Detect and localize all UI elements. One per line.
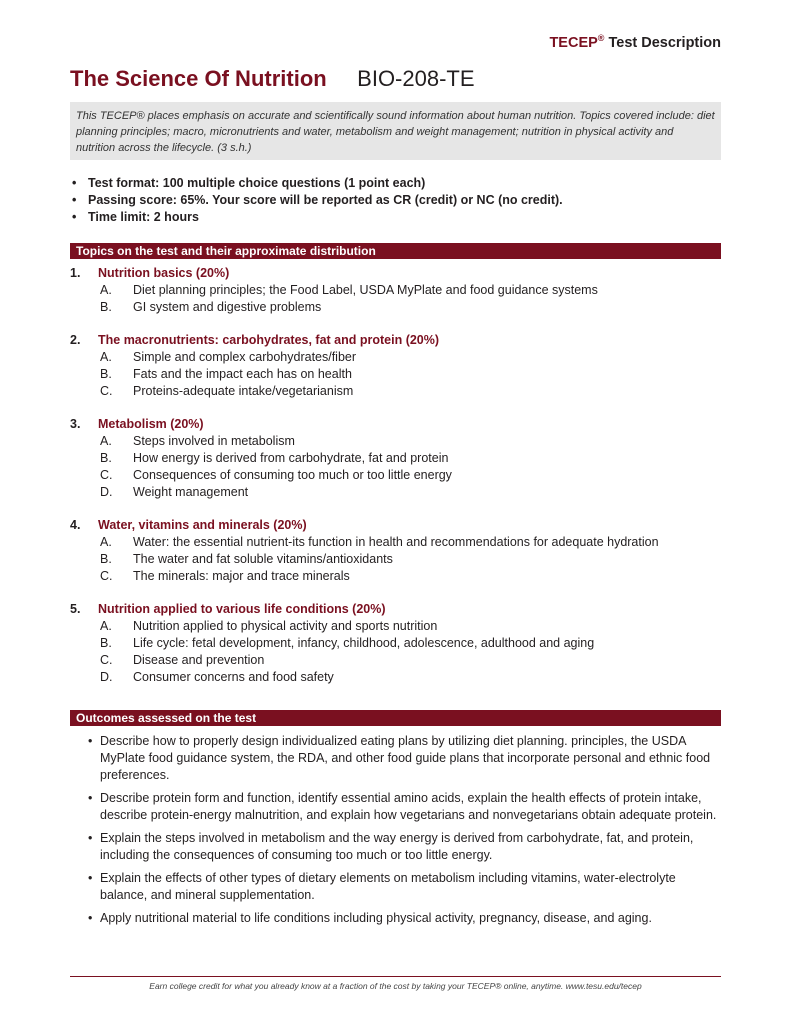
bullet-icon: • <box>72 193 77 207</box>
topic-subitem: B. The water and fat soluble vitamins/antioxidants <box>100 552 393 566</box>
topic-subitem: C. Consequences of consuming too much or too little energy <box>100 468 452 482</box>
topics-list <box>70 265 721 702</box>
outcome-item: • Explain the effects of other types of dietary elements on metabolism including vitamins, water-electrolyte balance, and mineral supplementation. <box>88 871 676 902</box>
topic-subitem: A. Diet planning principles; the Food Label, USDA MyPlate and food guidance systems <box>100 283 598 297</box>
topic-subitem: B. GI system and digestive problems <box>100 300 322 314</box>
bullet-icon: • <box>88 831 93 845</box>
outcomes-list <box>70 733 721 933</box>
page-title-row <box>70 66 475 92</box>
outcome-item: • Describe how to properly design individualized eating plans by utilizing diet planning. principles, the USDA MyPlate food guidance system, the RDA, and other food guide plans that incorporate personal and ethnic food preferences. <box>88 734 711 782</box>
topic-subitem: A. Simple and complex carbohydrates/fiber <box>100 350 357 364</box>
topic-subitem: C. Disease and prevention <box>100 653 265 667</box>
topics-section-header: Topics on the test and their approximate distribution <box>70 243 721 259</box>
topic-1: 1. Nutrition basics (20%) A. Diet planning principles; the Food Label, USDA MyPlate and food guidance systems B. GI system and digestive problems <box>70 265 721 316</box>
bullet-icon: • <box>72 210 77 224</box>
topic-subitem: C. Proteins-adequate intake/vegetarianism <box>100 384 354 398</box>
topic-2: 2. The macronutrients: carbohydrates, fat and protein (20%) A. Simple and complex carbohydrates/fiber B. Fats and the impact each has on health C. Proteins-adequate intake/vegetarianism <box>70 332 721 400</box>
test-info-item: • Test format: 100 multiple choice questions (1 point each) <box>72 176 426 190</box>
test-info-item: • Passing score: 65%. Your score will be reported as CR (credit) or NC (no credit). <box>72 193 563 207</box>
topic-title: Metabolism (20%) <box>98 417 204 431</box>
test-info-item: • Time limit: 2 hours <box>72 210 199 224</box>
topic-subitem: B. Life cycle: fetal development, infancy, childhood, adolescence, adulthood and aging <box>100 636 595 650</box>
course-description: This TECEP® places emphasis on accurate and scientifically sound information about human nutrition. Topics covered include: diet planning principles; macro, micronutrients and water, metabolism and weight management; nutrition in physical activity and nutrition across the lifecycle. (3 s.h.) <box>70 102 721 160</box>
topic-subitem: B. How energy is derived from carbohydrate, fat and protein <box>100 451 449 465</box>
topic-subitem: C. The minerals: major and trace minerals <box>100 569 350 583</box>
topic-5: 5. Nutrition applied to various life conditions (20%) A. Nutrition applied to physical activity and sports nutrition B. Life cycle: fetal development, infancy, childhood, adolescence, adulthood and aging C. Disease and prevention D. Consumer concerns and food safety <box>70 601 721 686</box>
page-title: The Science Of Nutrition <box>70 66 327 91</box>
topic-title: Nutrition applied to various life conditions (20%) <box>98 602 386 616</box>
bullet-icon: • <box>88 911 93 925</box>
registered-mark: ® <box>597 33 605 43</box>
document-type-label <box>549 33 721 51</box>
topic-title: Water, vitamins and minerals (20%) <box>98 518 307 532</box>
topic-subitem: D. Weight management <box>100 485 249 499</box>
footer-text: Earn college credit for what you already know at a fraction of the cost by taking your TECEP® online, anytime. www.tesu.edu/tecep <box>149 981 642 991</box>
topic-subitem: B. Fats and the impact each has on health <box>100 367 352 381</box>
outcome-item: • Apply nutritional material to life conditions including physical activity, pregnancy, disease, and aging. <box>88 911 652 925</box>
brand-name: TECEP <box>549 34 598 51</box>
topic-3: 3. Metabolism (20%) A. Steps involved in metabolism B. How energy is derived from carbohydrate, fat and protein C. Consequences of consuming too much or too little energy D. Weight management <box>70 416 721 501</box>
bullet-icon: • <box>88 871 93 885</box>
course-code: BIO-208-TE <box>357 66 475 91</box>
bullet-icon: • <box>72 176 77 190</box>
topic-title: Nutrition basics (20%) <box>98 266 230 280</box>
topic-subitem: D. Consumer concerns and food safety <box>100 670 334 684</box>
outcome-item: • Describe protein form and function, identify essential amino acids, explain the health effects of protein intake, describe protein-energy malnutrition, and explain how vegetarians and nonvegetarians obtain adequate protein. <box>88 791 717 822</box>
topic-subitem: A. Nutrition applied to physical activity and sports nutrition <box>100 619 438 633</box>
topic-subitem: A. Steps involved in metabolism <box>100 434 295 448</box>
outcomes-section-header: Outcomes assessed on the test <box>70 710 721 726</box>
bullet-icon: • <box>88 734 93 748</box>
document-type-text: Test Description <box>608 34 721 51</box>
topic-subitem: A. Water: the essential nutrient-its function in health and recommendations for adequate hydration <box>100 535 659 549</box>
test-info-list <box>70 175 721 226</box>
topic-4: 4. Water, vitamins and minerals (20%) A. Water: the essential nutrient-its function in health and recommendations for adequate hydration B. The water and fat soluble vitamins/antioxidants C. The minerals: major and trace minerals <box>70 517 721 585</box>
bullet-icon: • <box>88 791 93 805</box>
outcome-item: • Explain the steps involved in metabolism and the way energy is derived from carbohydrate, fat, and protein, including the consequences of consuming too much or too little energy. <box>88 831 694 862</box>
topic-title: The macronutrients: carbohydrates, fat and protein (20%) <box>98 333 440 347</box>
footer-divider <box>70 976 721 977</box>
